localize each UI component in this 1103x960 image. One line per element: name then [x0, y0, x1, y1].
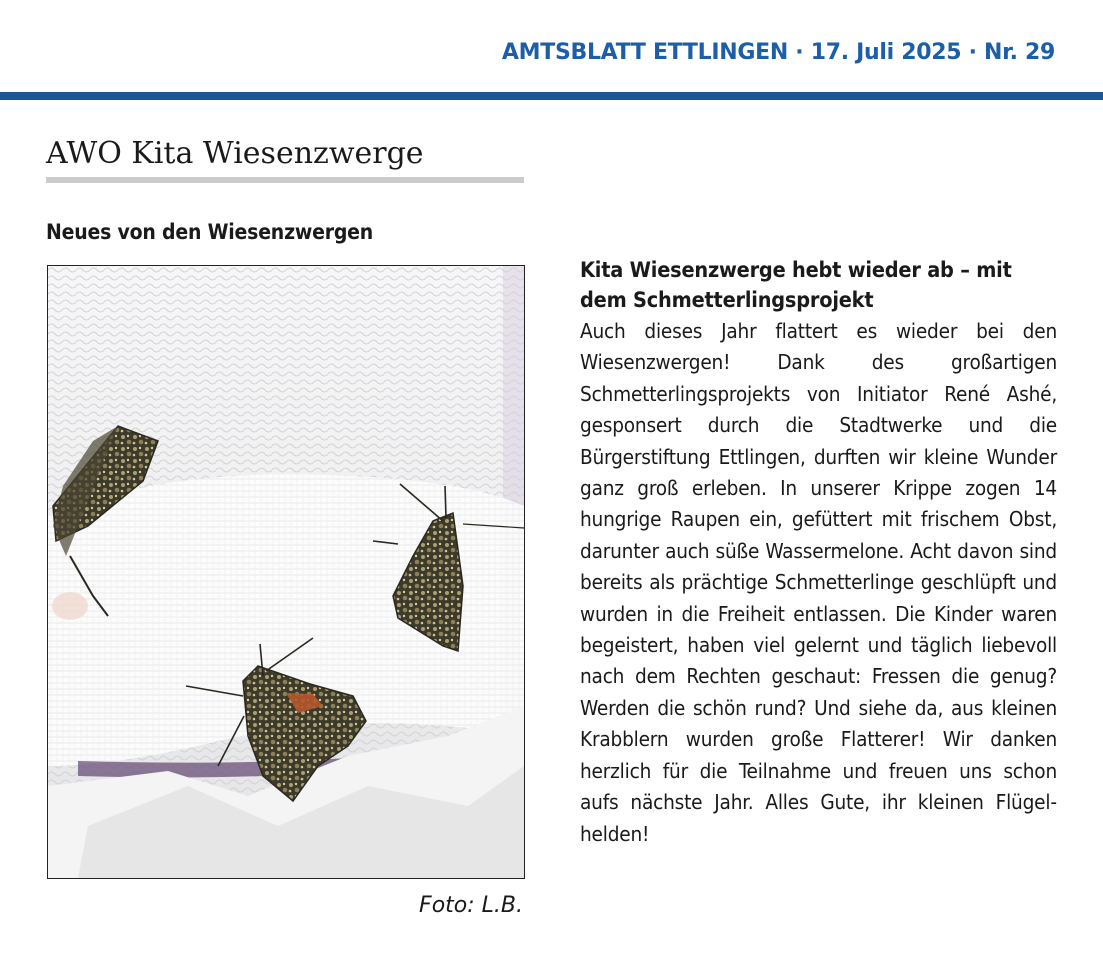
masthead: AMTSBLATT ETTLINGEN · 17. Juli 2025 · Nr. 29 — [501, 40, 1055, 65]
article-headline: Kita Wiesenzwerge hebt wieder ab – mit dem Schmetterlingsprojekt — [580, 258, 1012, 313]
article-subheading: Neues von den Wiesenzwergen — [46, 220, 374, 244]
masthead-rule — [0, 92, 1103, 100]
photo-caption: Foto: L.B. — [419, 893, 523, 918]
article — [580, 256, 1057, 850]
section-title: AWO Kita Wiesenzwerge — [46, 136, 424, 171]
article-body: Auch dieses Jahr flattert es wieder bei den Wiesenzwergen! Dank des großartigen Schmetterlingsprojekts von Initiator René Ashé, gesponsert durch die Stadtwerke und die Bürgerstiftung Ettlingen, durften wir kleine Wunder ganz groß erleben. In unserer Krippe zogen 14 hungrige Raupen ein, gefüttert mit frischem Obst, darunter auch süße Wassermelone. Acht davon sind bereits als prächtige Schmetterlinge geschlüpft und wurden in die Freiheit entlassen. Die Kinder waren begeistert, haben viel gelernt und täglich liebevoll nach dem Rechten geschaut: Fressen die genug? Werden die schön rund? Und siehe da, aus kleinen Krabblern wurden große Flatterer! Wir danken herzlich für die Teilnahme und freuen uns schon aufs nächste Jahr. Alles Gute, ihr kleinen Flügelhelden! — [580, 319, 1057, 846]
section-title-rule — [46, 177, 524, 183]
article-photo — [47, 265, 525, 879]
